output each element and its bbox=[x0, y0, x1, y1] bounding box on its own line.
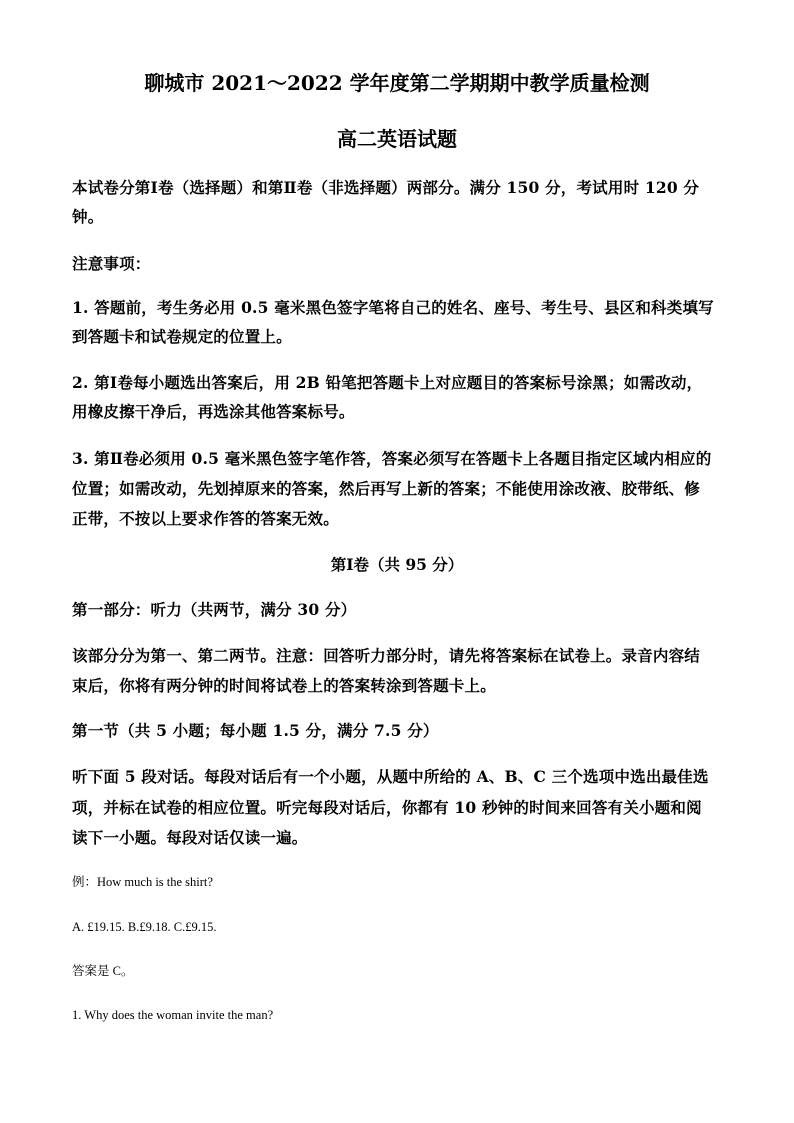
notice-item-2-line-2: 用橡皮擦干净后，再选涂其他答案标号。 bbox=[72, 402, 355, 421]
section-1-instr-line-3: 读下一小题。每段对话仅读一遍。 bbox=[72, 828, 308, 847]
question-1: 1. Why does the woman invite the man? bbox=[72, 1008, 274, 1022]
notice-item-3-line-1: 3. 第Ⅱ卷必须用 0.5 毫米黑色签字笔作答，答案必须写在答题卡上各题目指定区域内相应的 bbox=[72, 449, 712, 468]
notice-item-2-line-1: 2. 第Ⅰ卷每小题选出答案后，用 2B 铅笔把答题卡上对应题目的答案标号涂黑；如需改动， bbox=[72, 373, 703, 392]
part-1-desc-line-1: 该部分分为第一、第二两节。注意：回答听力部分时，请先将答案标在试卷上。录音内容结 bbox=[72, 646, 701, 665]
notice-item-3-line-2: 位置；如需改动，先划掉原来的答案，然后再写上新的答案；不能使用涂改液、胶带纸、修 bbox=[72, 479, 701, 498]
example-answer: 答案是 C。 bbox=[72, 964, 134, 978]
section-1-instr-line-2: 项，并标在试卷的相应位置。听完每段对话后，你都有 10 秒钟的时间来回答有关小题和阅 bbox=[72, 798, 702, 817]
example-question: 例：How much is the shirt? bbox=[72, 875, 213, 889]
part-1-heading: 第一部分：听力（共两节，满分 30 分） bbox=[72, 600, 357, 619]
notice-heading: 注意事项： bbox=[72, 254, 151, 273]
section-1-heading: 第一节（共 5 小题；每小题 1.5 分，满分 7.5 分） bbox=[72, 721, 439, 740]
exam-subtitle: 高二英语试题 bbox=[337, 127, 457, 151]
part-1-desc-line-2: 束后，你将有两分钟的时间将试卷上的答案转涂到答题卡上。 bbox=[72, 676, 496, 695]
notice-item-1-line-1: 1. 答题前，考生务必用 0.5 毫米黑色签字笔将自己的姓名、座号、考生号、县区和科类填写 bbox=[72, 298, 714, 317]
notice-item-3-line-3: 正带，不按以上要求作答的答案无效。 bbox=[72, 509, 339, 528]
section-1-instr-line-1: 听下面 5 段对话。每段对话后有一个小题，从题中所给的 A、B、C 三个选项中选出最佳选 bbox=[72, 767, 709, 786]
intro-line-1: 本试卷分第Ⅰ卷（选择题）和第Ⅱ卷（非选择题）两部分。满分 150 分，考试用时 120 分 bbox=[72, 178, 700, 197]
volume-title: 第Ⅰ卷（共 95 分） bbox=[330, 555, 464, 574]
notice-item-1-line-2: 到答题卡和试卷规定的位置上。 bbox=[72, 327, 292, 346]
intro-line-2: 钟。 bbox=[72, 207, 104, 226]
example-options: A. £19.15. B.£9.18. C.£9.15. bbox=[72, 920, 217, 934]
exam-title: 聊城市 2021～2022 学年度第二学期期中教学质量检测 bbox=[144, 71, 650, 95]
